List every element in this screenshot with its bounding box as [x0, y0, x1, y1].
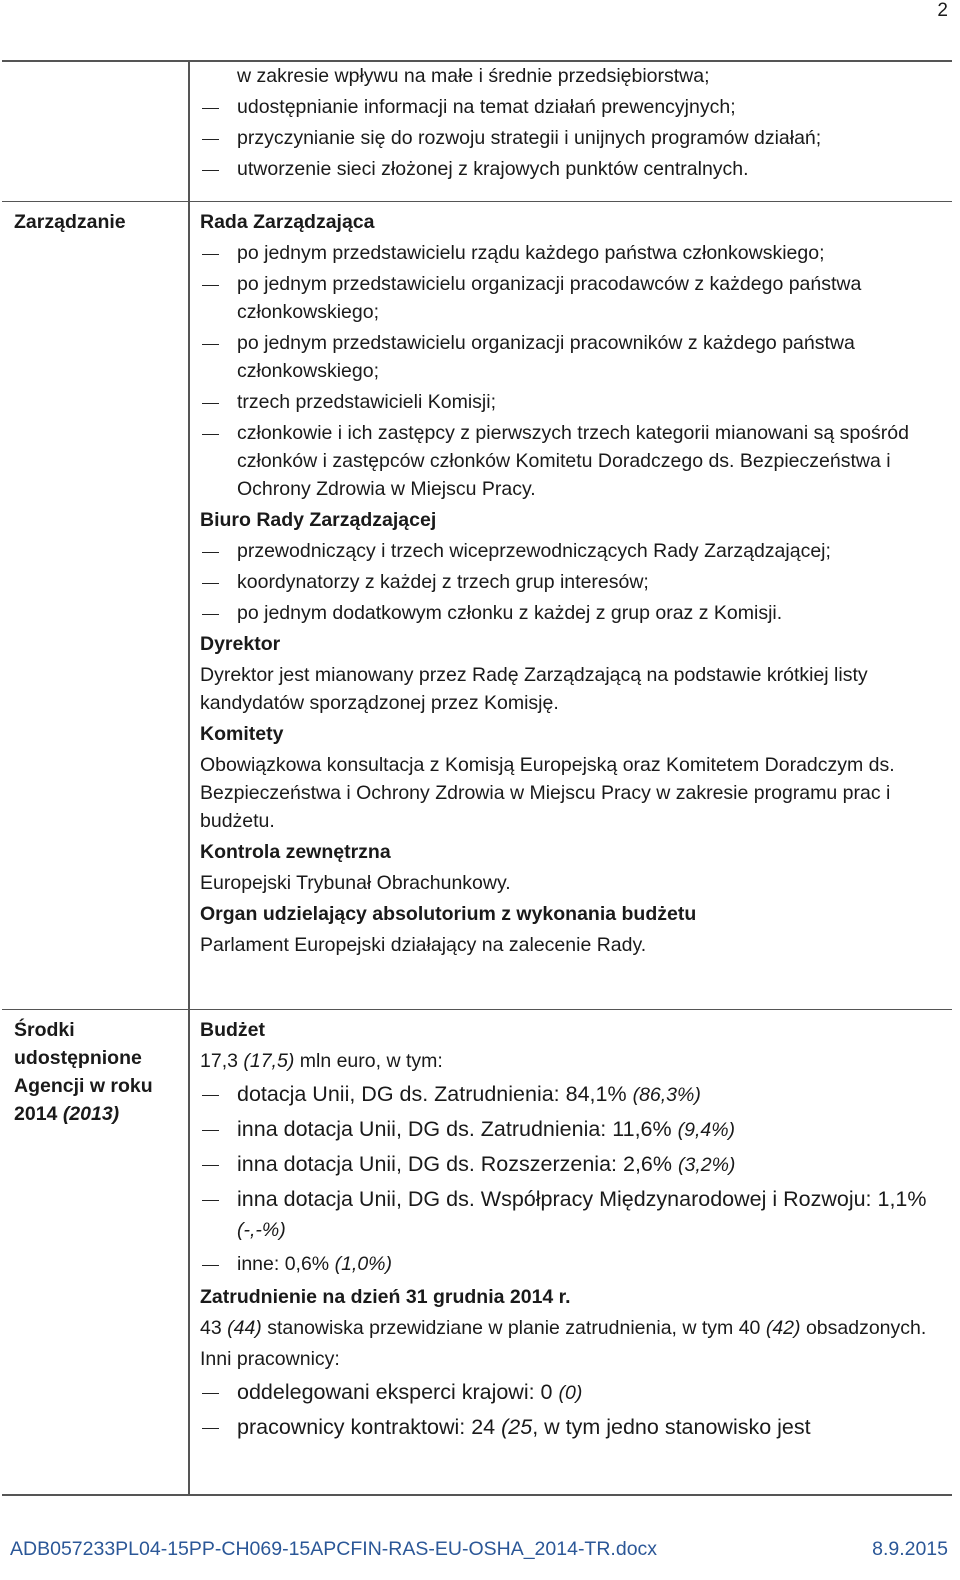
list-item: po jednym dodatkowym członku z każdej z grup oraz z Komisji.: [200, 599, 952, 627]
row-content-continuation: [189, 61, 952, 201]
dash-icon: [200, 1114, 237, 1145]
row-label-srodki: [2, 1009, 189, 1495]
list-item: pracownicy kontraktowi: 24 (25, w tym jedno stanowisko jest: [200, 1412, 952, 1442]
list-item: po jednym przedstawicielu rządu każdego państwa członkowskiego;: [200, 239, 952, 267]
row-content-srodki: [189, 1009, 952, 1495]
rada-list: [200, 239, 952, 503]
table-row-zarzadzanie: [2, 201, 952, 1009]
dyrektor-text: Dyrektor jest mianowany przez Radę Zarządzającą na podstawie krótkiej listy kandydatów sporządzonej przez Komisję.: [200, 663, 868, 714]
dash-icon: [200, 537, 237, 565]
footer-doc-id: ADB057233PL04-15PP-CH069-15APCFIN-RAS-EU-OSHA_2014-TR.docx: [10, 1538, 658, 1560]
list-item: dotacja Unii, DG ds. Zatrudnienia: 84,1% (86,3%): [200, 1079, 952, 1110]
row-content-zarzadzanie: [189, 201, 952, 1009]
continuation-list: [200, 93, 952, 183]
organ-text: Parlament Europejski działający na zalecenie Rady.: [200, 933, 647, 956]
budzet-list: [200, 1079, 952, 1279]
dash-icon: [200, 239, 237, 267]
dash-icon: [200, 124, 237, 152]
list-item: utworzenie sieci złożonej z krajowych punktów centralnych.: [200, 155, 952, 183]
organ-heading: Organ udzielający absolutorium z wykonania budżetu: [200, 902, 697, 925]
list-item: inna dotacja Unii, DG ds. Rozszerzenia: 2,6% (3,2%): [200, 1149, 952, 1180]
list-item: udostępnianie informacji na temat działań prewencyjnych;: [200, 93, 952, 121]
agency-info-table: [2, 60, 952, 1496]
dash-icon: [200, 270, 237, 326]
budzet-total: 17,3 (17,5) mln euro, w tym:: [200, 1049, 443, 1072]
budzet-heading: Budżet: [200, 1018, 265, 1041]
footer-date: 8.9.2015: [872, 1538, 948, 1560]
dash-icon: [200, 1412, 237, 1442]
table-row-srodki: [2, 1009, 952, 1495]
srodki-label-year: (2013): [62, 1102, 120, 1125]
biuro-list: [200, 537, 952, 627]
zatrudnienie-text: 43 (44) stanowiska przewidziane w planie zatrudnienia, w tym 40 (42) obsadzonych.: [200, 1316, 927, 1339]
dash-icon: [200, 1184, 237, 1245]
komitety-heading: Komitety: [200, 722, 284, 745]
dash-icon: [200, 1377, 237, 1408]
dash-icon: [200, 419, 237, 503]
page-footer: [10, 1538, 948, 1561]
list-item: inna dotacja Unii, DG ds. Współpracy Międzynarodowej i Rozwoju: 1,1% (-,-%): [200, 1184, 952, 1245]
dash-icon: [200, 329, 237, 385]
list-item: przyczynianie się do rozwoju strategii i unijnych programów działań;: [200, 124, 952, 152]
rada-heading: Rada Zarządzająca: [200, 210, 375, 233]
biuro-heading: Biuro Rady Zarządzającej: [200, 508, 437, 531]
list-item: członkowie i ich zastępcy z pierwszych trzech kategorii mianowani są spośród członków i zastępców członków Komitetu Doradczego ds. Bezpieczeństwa i Ochrony Zdrowia w Miejscu Pracy.: [200, 419, 952, 503]
dash-icon: [200, 93, 237, 121]
list-item: koordynatorzy z każdej z trzech grup interesów;: [200, 568, 952, 596]
list-item: przewodniczący i trzech wiceprzewodniczących Rady Zarządzającej;: [200, 537, 952, 565]
list-item: po jednym przedstawicielu organizacji pracodawców z każdego państwa członkowskiego;: [200, 270, 952, 326]
list-item: oddelegowani eksperci krajowi: 0 (0): [200, 1377, 952, 1408]
dash-icon: [200, 1249, 237, 1279]
dash-icon: [200, 388, 237, 416]
dyrektor-heading: Dyrektor: [200, 632, 281, 655]
komitety-text: Obowiązkowa konsultacja z Komisją Europejską oraz Komitetem Doradczym ds. Bezpieczeństwa i Ochrony Zdrowia w Miejscu Pracy w zakresie programu prac i budżetu.: [200, 753, 895, 832]
inni-list: [200, 1377, 952, 1442]
dash-icon: [200, 568, 237, 596]
list-item: po jednym przedstawicielu organizacji pracowników z każdego państwa członkowskiego;: [200, 329, 952, 385]
list-item: inne: 0,6% (1,0%): [200, 1249, 952, 1279]
zatrudnienie-heading: Zatrudnienie na dzień 31 grudnia 2014 r.: [200, 1285, 571, 1308]
dash-icon: [200, 1079, 237, 1110]
row-label-zarzadzanie: Zarządzanie: [2, 201, 189, 1009]
srodki-label-main: Środki udostępnione Agencji w roku 2014: [14, 1018, 153, 1125]
kontrola-text: Europejski Trybunał Obrachunkowy.: [200, 871, 511, 894]
continuation-line: w zakresie wpływu na małe i średnie przedsiębiorstwa;: [237, 65, 710, 87]
list-item: inna dotacja Unii, DG ds. Zatrudnienia: 11,6% (9,4%): [200, 1114, 952, 1145]
dash-icon: [200, 1149, 237, 1180]
dash-icon: [200, 155, 237, 183]
kontrola-heading: Kontrola zewnętrzna: [200, 840, 391, 863]
page-number: 2: [937, 0, 948, 21]
inni-label: Inni pracownicy:: [200, 1347, 340, 1370]
dash-icon: [200, 599, 237, 627]
list-item: trzech przedstawicieli Komisji;: [200, 388, 952, 416]
row-label-empty: [2, 61, 189, 201]
table-row-continuation: [2, 61, 952, 201]
